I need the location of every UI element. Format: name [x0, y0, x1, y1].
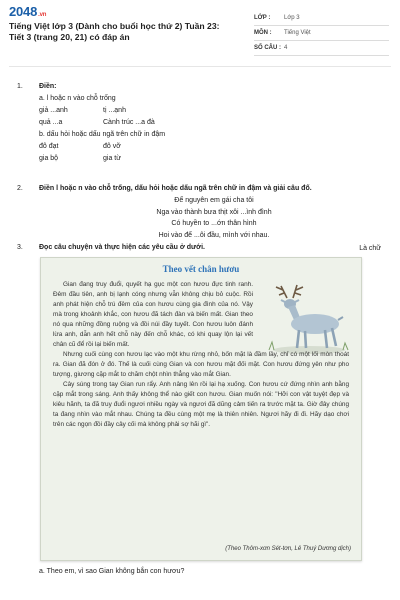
question-number: 2. [17, 185, 23, 192]
meta-key: MÔN : [254, 30, 272, 36]
meta-value: Lớp 3 [284, 15, 300, 21]
story-image [40, 257, 362, 561]
blank-item: gia bộ [39, 155, 59, 162]
question-heading: Đọc câu chuyện và thực hiện các yêu cầu ở dưới. [39, 244, 205, 251]
story-paragraph: Cây súng trong tay Gian run rẩy. Anh nâng lên rồi lại hạ xuống. Con hươu cứ đứng nhìn anh bằng cặp mắt trong sáng. Anh thấy không thể nào giết con hươu. Gian muốn nói: "Hỡi con vật tuyệt đẹp và kiêu hãnh, ta đã truy đuổi ngươi nhiều ngày và ngươi đã dũng cảm tiến ra trước mặt ta. Giờ đây chúng ta đang nhìn vào mắt nhau. Chúng ta đều cùng một mẹ là thiên nhiên. Ngươi hãy đi đi. Hãy dạo chơi trên các ngọn đồi đầy cây cối mà không phải sợ hãi gì". [53, 381, 349, 428]
blank-item: đô đạt [39, 143, 59, 150]
meta-row-count [254, 41, 389, 56]
story-credit: (Theo Thôm-xơn Sét-tơn, Lê Thuý Dương dịch) [225, 546, 351, 552]
story-title: Theo vết chân hươu [162, 264, 240, 274]
riddle-line: Nga vào thành bưa thịt xôi ...ình đình [156, 208, 272, 216]
question-heading: Điền: [39, 83, 57, 90]
blank-item: gia từ [103, 155, 121, 162]
part-a-row [39, 105, 389, 117]
riddle-line: Để nguyên em gái cha tôi [174, 197, 254, 204]
meta-row-class [254, 11, 389, 26]
part-a-label: a. l hoặc n vào chỗ trống [39, 95, 116, 102]
riddle-answer: Là chữ [359, 245, 381, 252]
story-text [53, 280, 349, 430]
riddle [39, 195, 389, 241]
blank-item: giả ...anh [39, 107, 68, 114]
question-3a: a. Theo em, vì sao Gian không bắn con hươu? [39, 568, 185, 575]
question-body [39, 81, 389, 165]
meta-value: Tiếng Việt [284, 30, 311, 36]
question-number: 1. [17, 83, 23, 90]
part-b-row [39, 141, 389, 153]
meta-key: LỚP : [254, 15, 271, 21]
meta-row-subject [254, 26, 389, 41]
question-3 [9, 242, 391, 256]
logo-suffix: .vn [38, 12, 47, 18]
question-1 [9, 81, 391, 171]
riddle-line: Hoi vào để ...ôi đầu, mình với nhau. [158, 231, 270, 239]
blank-item: tị ...ạnh [103, 107, 126, 114]
blank-item: đô vỡ [103, 143, 121, 150]
blank-item: quả ...a [39, 119, 63, 126]
story-paragraph: Nhưng cuối cùng con hươu lạc vào một khu rừng nhỏ, bốn mặt là đầm lầy, chỉ có một lối mòn thoát ra. Gian đã đón ở đó. Thế là cuối cùng Gian và con hươu mặt đối mặt. Con hươu đứng yên như pho tượng, giương cặp mắt to chăm chột nhìn thẳng vào mắt Gian. [53, 351, 349, 378]
page-title: Tiếng Việt lớp 3 (Dành cho buổi học thứ 2) Tuần 23: Tiết 3 (trang 20, 21) có đáp án [9, 21, 220, 42]
part-a-row [39, 117, 389, 129]
header-divider [9, 66, 391, 67]
question-body [39, 242, 389, 254]
question-heading: Điền l hoặc n vào chỗ trống, dấu hỏi hoặc dấu ngã trên chữ in đậm và giải câu đố. [39, 185, 312, 192]
blank-item: Cành trúc ...a đà [103, 119, 155, 126]
question-number: 3. [17, 244, 23, 251]
site-logo[interactable] [9, 4, 46, 19]
meta-key: SỐ CÂU : [254, 45, 281, 51]
meta-value: 4 [284, 45, 288, 51]
header [0, 0, 400, 62]
meta-table [254, 11, 389, 56]
part-b-row [39, 153, 389, 165]
riddle-line: Có huyền to ...ớn thân hình [171, 220, 257, 227]
part-b-label: b. dấu hỏi hoặc dấu ngã trên chữ in đậm [39, 131, 166, 138]
logo-text: 2048 [9, 4, 38, 19]
image-spacer [253, 280, 349, 346]
story-paragraph: Gian đang truy đuổi, quyết hạ gục một con hươu đực tinh ranh. Đêm đầu tiên, anh bị lạnh cóng nhưng vẫn không chịu bỏ cuộc. Rồi anh phát hiện chỗ trú đêm của con hươu cùng gia đình của nó. Vậy mà trong khoảnh khắc, con hươu đã tách đàn và biến mất. Gian theo nó qua những đồng ruộng và đồi núi đầy tuyết. Con hươu luôn đánh lừa anh, dẫn anh hết chỗ này đến chỗ khác, có khi quay lộn lại vết chân cũ để rồi lại biến mất. [53, 281, 253, 348]
